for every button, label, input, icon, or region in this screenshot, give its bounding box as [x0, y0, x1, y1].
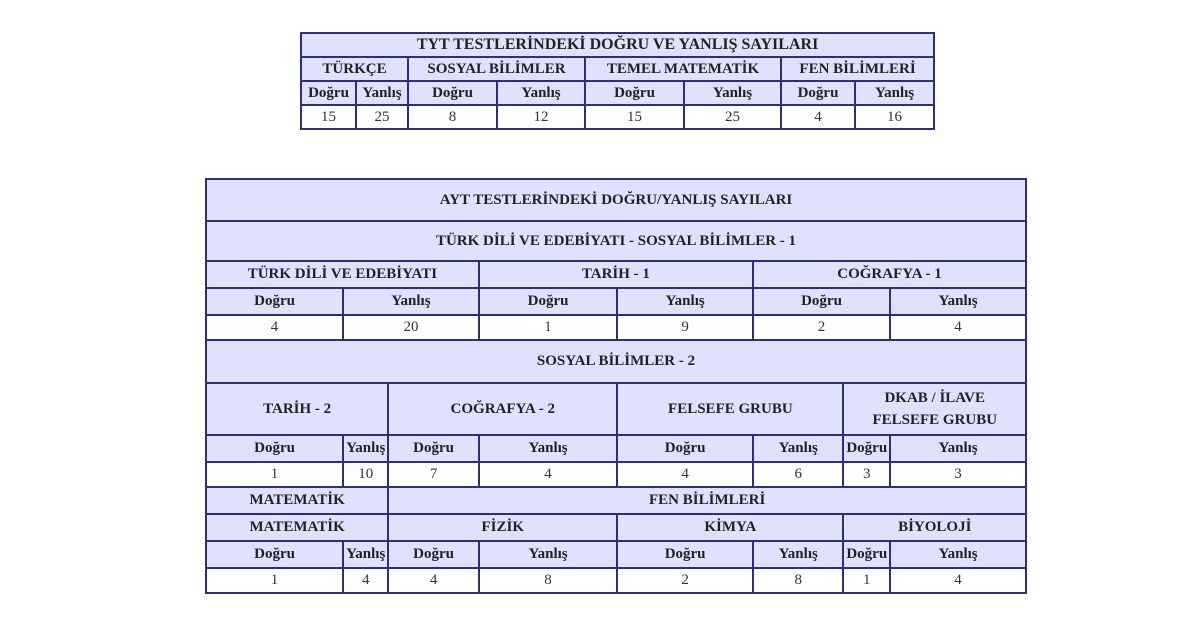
tyt-subject-matematik: TEMEL MATEMATİK [585, 57, 781, 81]
ayt-biyoloji-wrong: 4 [890, 568, 1026, 593]
ayt-matematik-wrong: 4 [343, 568, 388, 593]
tyt-wrong-header: Yanlış [684, 81, 781, 105]
ayt-correct-header: Doğru [206, 541, 343, 568]
tyt-correct-header: Doğru [585, 81, 684, 105]
ayt-wrong-header: Yanlış [890, 435, 1026, 462]
tyt-correct-header: Doğru [781, 81, 855, 105]
ayt-subject-kimya: KİMYA [617, 514, 843, 541]
ayt-wrong-header: Yanlış [343, 435, 388, 462]
ayt-wrong-header: Yanlış [753, 541, 844, 568]
ayt-turk-dili-wrong: 20 [343, 315, 479, 340]
ayt-cografya-1-correct: 2 [753, 315, 890, 340]
tyt-turkce-wrong: 25 [356, 105, 408, 129]
tyt-correct-header: Doğru [408, 81, 497, 105]
ayt-subject-tarih-2: TARİH - 2 [206, 383, 388, 435]
ayt-subject-biyoloji: BİYOLOJİ [843, 514, 1026, 541]
tyt-title: TYT TESTLERİNDEKİ DOĞRU VE YANLIŞ SAYILARI [301, 33, 934, 57]
ayt-subject-matematik: MATEMATİK [206, 514, 388, 541]
ayt-kimya-correct: 2 [617, 568, 753, 593]
tyt-fen-correct: 4 [781, 105, 855, 129]
tyt-subject-sosyal: SOSYAL BİLİMLER [408, 57, 585, 81]
ayt-correct-header: Doğru [843, 435, 890, 462]
ayt-cografya-1-wrong: 4 [890, 315, 1026, 340]
ayt-correct-header: Doğru [479, 288, 617, 315]
ayt-correct-header: Doğru [388, 541, 479, 568]
tyt-sosyal-correct: 8 [408, 105, 497, 129]
tyt-wrong-header: Yanlış [497, 81, 585, 105]
ayt-subject-dkab-line1: DKAB / İLAVE [884, 390, 986, 406]
ayt-tarih-1-wrong: 9 [617, 315, 753, 340]
tyt-wrong-header: Yanlış [356, 81, 408, 105]
tyt-matematik-wrong: 25 [684, 105, 781, 129]
ayt-kimya-wrong: 8 [753, 568, 844, 593]
ayt-correct-header: Doğru [617, 541, 753, 568]
tyt-subject-fen: FEN BİLİMLERİ [781, 57, 934, 81]
ayt-correct-header: Doğru [206, 435, 343, 462]
ayt-subject-tarih-1: TARİH - 1 [479, 261, 753, 288]
ayt-wrong-header: Yanlış [343, 288, 479, 315]
ayt-section1-title: TÜRK DİLİ VE EDEBİYATI - SOSYAL BİLİMLER - 1 [206, 221, 1026, 261]
ayt-wrong-header: Yanlış [890, 288, 1026, 315]
ayt-subject-cografya-1: COĞRAFYA - 1 [753, 261, 1026, 288]
ayt-math-title: MATEMATİK [206, 487, 388, 514]
ayt-dkab-correct: 3 [843, 462, 890, 487]
ayt-fizik-wrong: 8 [479, 568, 617, 593]
ayt-science-title: FEN BİLİMLERİ [388, 487, 1026, 514]
tyt-subject-turkce: TÜRKÇE [301, 57, 408, 81]
ayt-subject-turk-dili: TÜRK DİLİ VE EDEBİYATI [206, 261, 479, 288]
ayt-tarih-2-correct: 1 [206, 462, 343, 487]
ayt-felsefe-correct: 4 [617, 462, 753, 487]
ayt-cografya-2-correct: 7 [388, 462, 479, 487]
tyt-turkce-correct: 15 [301, 105, 356, 129]
ayt-subject-dkab-line2: FELSEFE GRUBU [872, 412, 998, 428]
tyt-fen-wrong: 16 [855, 105, 934, 129]
tyt-matematik-correct: 15 [585, 105, 684, 129]
ayt-fizik-correct: 4 [388, 568, 479, 593]
ayt-correct-header: Doğru [753, 288, 890, 315]
ayt-correct-header: Doğru [206, 288, 343, 315]
tyt-sosyal-wrong: 12 [497, 105, 585, 129]
ayt-subject-fizik: FİZİK [388, 514, 617, 541]
ayt-biyoloji-correct: 1 [843, 568, 890, 593]
ayt-subject-dkab [843, 383, 1026, 435]
ayt-matematik-correct: 1 [206, 568, 343, 593]
ayt-results-table [205, 178, 1027, 594]
ayt-felsefe-wrong: 6 [753, 462, 844, 487]
ayt-wrong-header: Yanlış [753, 435, 844, 462]
ayt-section2-title: SOSYAL BİLİMLER - 2 [206, 340, 1026, 383]
ayt-turk-dili-correct: 4 [206, 315, 343, 340]
ayt-wrong-header: Yanlış [343, 541, 388, 568]
ayt-wrong-header: Yanlış [479, 541, 617, 568]
tyt-wrong-header: Yanlış [855, 81, 934, 105]
ayt-wrong-header: Yanlış [617, 288, 753, 315]
ayt-tarih-2-wrong: 10 [343, 462, 388, 487]
ayt-wrong-header: Yanlış [890, 541, 1026, 568]
ayt-correct-header: Doğru [843, 541, 890, 568]
ayt-title: AYT TESTLERİNDEKİ DOĞRU/YANLIŞ SAYILARI [206, 179, 1026, 221]
ayt-subject-cografya-2: COĞRAFYA - 2 [388, 383, 617, 435]
tyt-results-table [300, 32, 935, 130]
ayt-dkab-wrong: 3 [890, 462, 1026, 487]
tyt-correct-header: Doğru [301, 81, 356, 105]
ayt-correct-header: Doğru [388, 435, 479, 462]
ayt-subject-felsefe-grubu: FELSEFE GRUBU [617, 383, 843, 435]
ayt-correct-header: Doğru [617, 435, 753, 462]
ayt-cografya-2-wrong: 4 [479, 462, 617, 487]
ayt-wrong-header: Yanlış [479, 435, 617, 462]
ayt-tarih-1-correct: 1 [479, 315, 617, 340]
